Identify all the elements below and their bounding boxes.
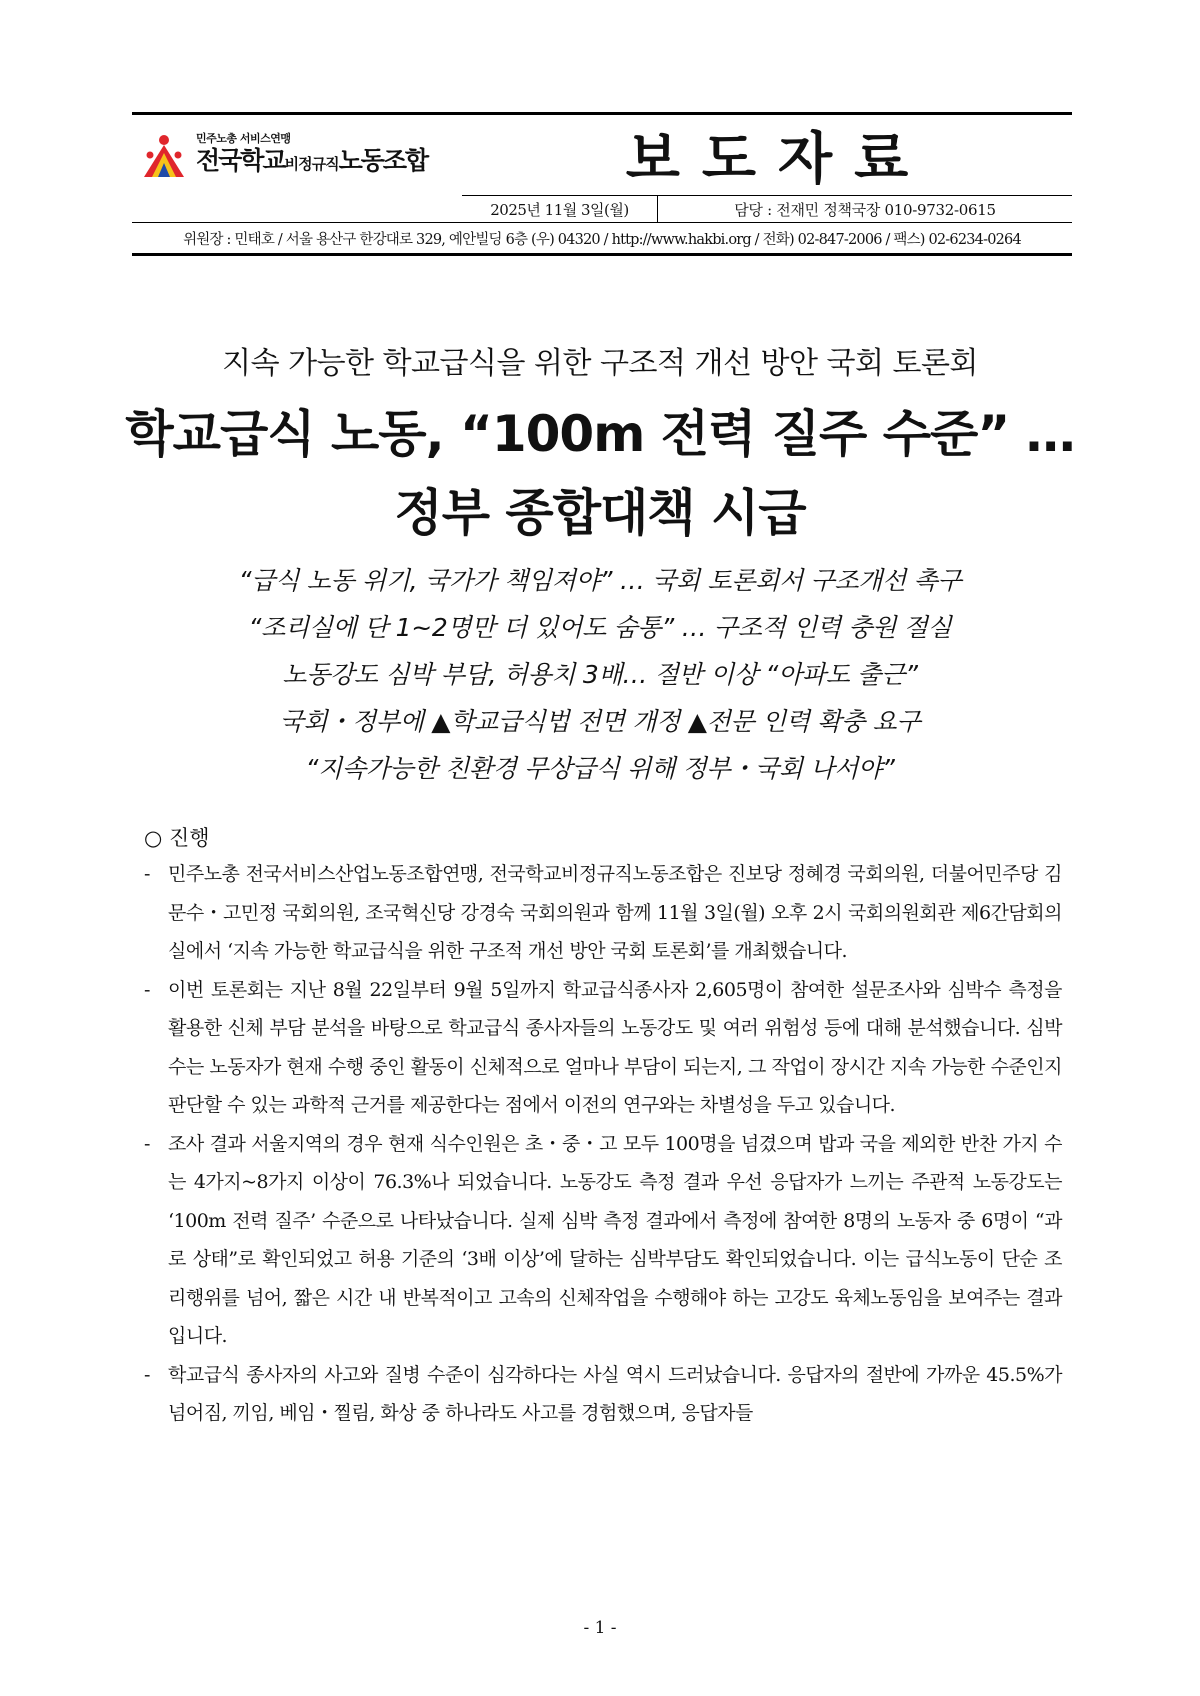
org-federation-name: 민주노총 서비스연맹 [196,131,291,145]
key-point: “급식 노동 위기, 국가가 책임져야” … 국회 토론회서 구조개선 촉구 [238,566,962,595]
org-name-part3: 노동조합 [338,145,428,175]
org-name-part1: 전국학교 [196,145,285,175]
body-paragraph: - 조사 결과 서울지역의 경우 현재 식수인원은 초・중・고 모두 100명을 넘겼으며 밥과 국을 제외한 반찬 가지 수는 4가지~8가지 이상이 76.3%나 되었습니다. 노동강도 측정 결과 우선 응답자가 느끼는 주관적 노동강도는 ‘100m 전력 질주’ 수준으로 나타났습니다. 실제 심박 측정 결과에서 측정에 참여한 8명의 노동자 중 6명이 “과로 상태”로 확인되었고 허용 기준의 ‘3배 이상’에 달하는 심박부담도 확인되었습니다. 이는 급식노동이 단순 조리행위를 넘어, 짧은 시간 내 반복적이고 고속의 신체작업을 수행해야 하는 고강도 육체노동임을 보여주는 결과입니다. [144,1125,1062,1356]
press-release-header [132,112,1072,256]
key-point: “조리실에 단 1~2명만 더 있어도 숨통” … 구조적 인력 충원 절실 [248,613,952,642]
release-info-row [462,195,1072,222]
body-paragraph: - 학교급식 종사자의 사고와 질병 수준이 심각하다는 사실 역시 드러났습니다. 응답자의 절반에 가까운 45.5%가 넘어짐, 끼임, 베임・찔림, 화상 중 하나라도 사고를 경험했으며, 응답자들 [144,1356,1062,1433]
org-address-line: 위원장 : 민태호 / 서울 용산구 한강대로 329, 예안빌딩 6층 (우) 04320 / http://www.hakbi.org / 전화) 02-847-2006 / 팩스) 02-6234-0264 [132,222,1072,256]
union-logo [132,115,462,195]
event-subtitle: 지속 가능한 학교급식을 위한 구조적 개선 방안 국회 토론회 [222,346,978,381]
org-name [196,146,427,179]
contact-person: 담당 : 전재민 정책국장 010-9732-0615 [734,200,996,219]
headline-line-2: 정부 종합대책 시급 [394,484,806,542]
body-paragraph: - 민주노총 전국서비스산업노동조합연맹, 전국학교비정규직노동조합은 진보당 정혜경 국회의원, 더불어민주당 김문수・고민정 국회의원, 조국혁신당 강경숙 국회의원과 함께 11월 3일(월) 오후 2시 국회의원회관 제6간담회의실에서 ‘지속 가능한 학교급식을 위한 구조적 개선 방안 국회 토론회’를 개최했습니다. [144,855,1062,971]
org-name-part2: 비정규직 [284,154,339,173]
key-point: “지속가능한 친환경 무상급식 위해 정부・국회 나서야” [305,754,895,783]
body-paragraph: - 이번 토론회는 지난 8월 22일부터 9월 5일까지 학교급식종사자 2,605명이 참여한 설문조사와 심박수 측정을 활용한 신체 부담 분석을 바탕으로 학교급식 종사자들의 노동강도 및 여러 위험성 등에 대해 분석했습니다. 심박수는 노동자가 현재 수행 중인 활동이 신체적으로 얼마나 부담이 되는지, 그 작업이 장시간 지속 가능한 수준인지 판단할 수 있는 과학적 근거를 제공한다는 점에서 이전의 연구와는 차별성을 두고 있습니다. [144,971,1062,1125]
section-heading: ○ 진행 [144,826,210,850]
release-date: 2025년 11월 3일(월) [462,196,658,222]
headline-line-1: 학교급식 노동, “100m 전력 질주 수준” … [125,405,1075,463]
key-point: 국회・정부에 ▲학교급식법 전면 개정 ▲전문 인력 확충 요구 [279,707,921,736]
key-points-list [0,557,1200,792]
page-number: - 1 - [583,1618,617,1638]
document-type-title: 보도자료 [625,126,931,192]
union-emblem-icon [140,131,188,179]
key-point: 노동강도 심박 부담, 허용치 3배… 절반 이상 “아파도 출근” [282,660,918,689]
body-text [144,855,1062,1433]
